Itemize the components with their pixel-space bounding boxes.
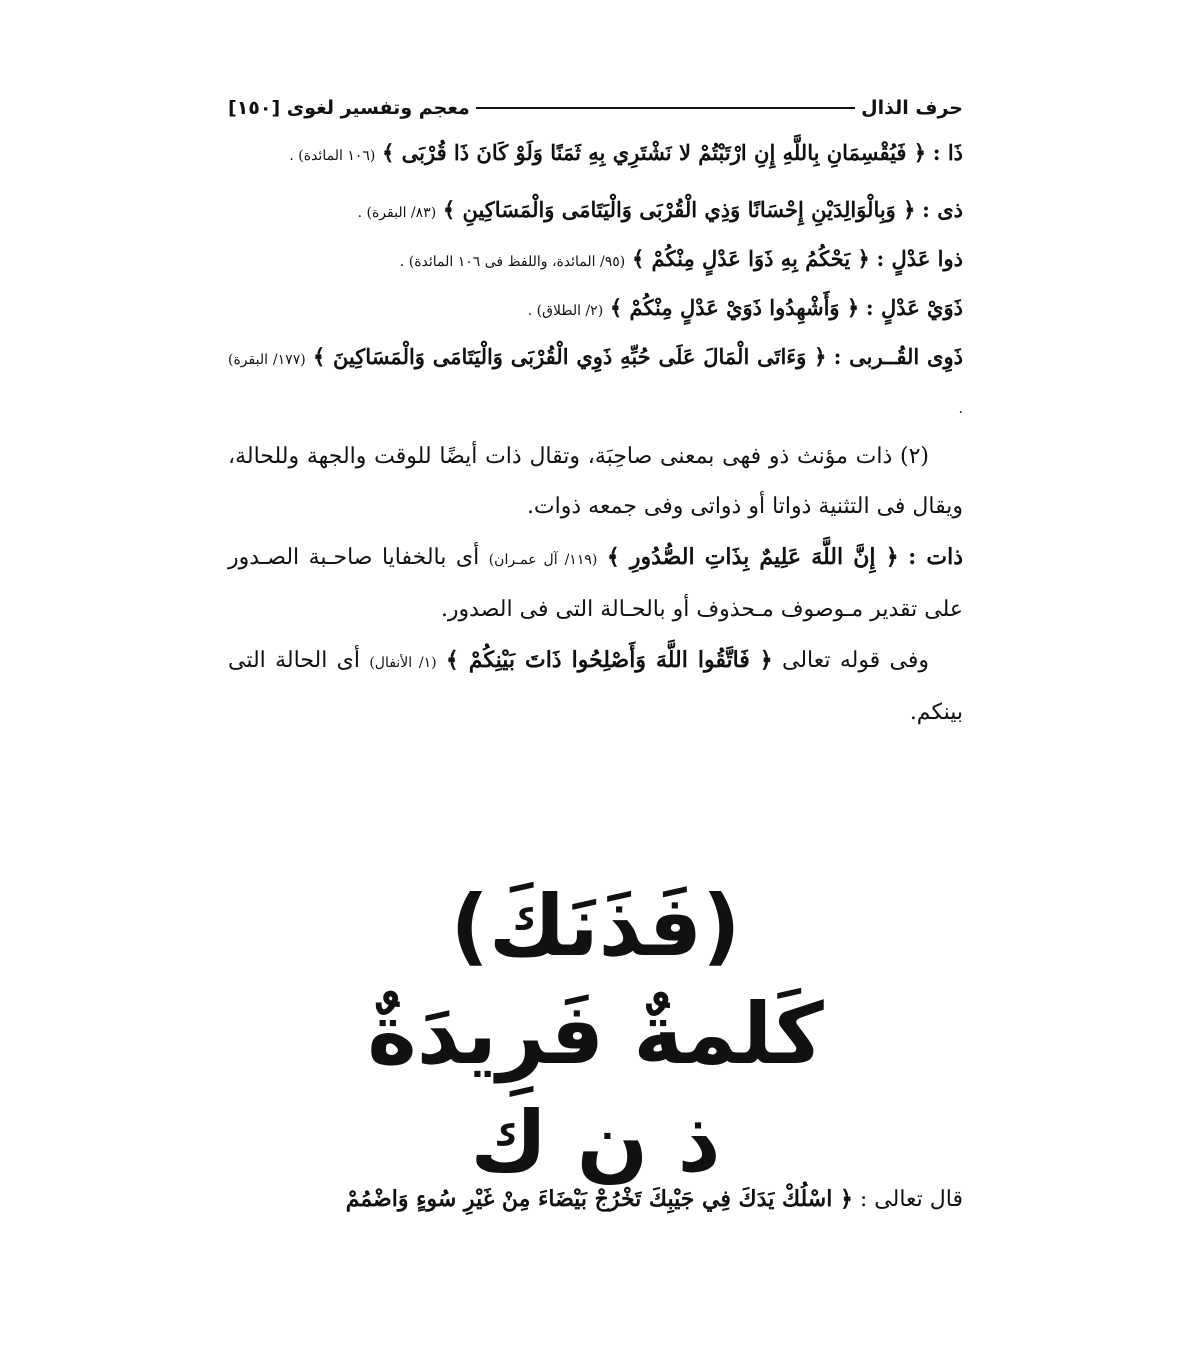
book-title: معجم وتفسير لغوى <box>286 97 470 119</box>
quran-verse: ﴿ يَحْكُمُ بِهِ ذَوَا عَدْلٍ مِنْكُمْ ﴾ <box>631 246 870 271</box>
quran-verse: ﴿ إِنَّ اللَّهَ عَلِيمٌ بِذَاتِ الصُّدُورِ ﴾ <box>606 544 899 570</box>
entry <box>228 334 963 432</box>
page-body <box>228 90 963 738</box>
quran-verse: ﴿ فَاتَّقُوا اللَّهَ وَأَصْلِحُوا ذَاتَ بَيْنِكُمْ ﴾ <box>445 647 773 673</box>
paragraph-definition <box>228 432 963 532</box>
verse-reference: (١٧٧/ البقرة) . <box>228 352 963 417</box>
running-header-right <box>861 97 963 119</box>
entry-head: ذَوِى القُــربى : <box>833 344 963 369</box>
paragraph-anfal <box>228 635 963 738</box>
running-header <box>228 90 963 126</box>
paragraph-text: أى الحالة التى بينكم. <box>228 648 963 725</box>
entry-root-letters: ذ ن ك <box>470 1093 721 1191</box>
entry-word-title: (فَذَنَكَ) <box>450 877 741 975</box>
paragraph-lead: قال تعالى : <box>859 1187 963 1212</box>
quran-verse: ﴿ اسْلُكْ يَدَكَ فِي جَيْبِكَ تَخْرُجْ بَيْضَاءَ مِنْ غَيْرِ سُوءٍ وَاضْمُمْ <box>345 1186 853 1212</box>
verse-reference: (٨٣/ البقرة) . <box>357 205 437 221</box>
entry-subtitle: كَلمةٌ فَرِيدَةٌ <box>367 985 824 1083</box>
running-header-left <box>228 97 470 119</box>
entry-head: ذَوَيْ عَدْلٍ : <box>865 295 963 320</box>
paragraph-text: أى بالخفايا صاحـبة الصـدور على تقدير مـوصوف مـحذوف أو بالحـالة التى فى الصدور. <box>228 545 963 622</box>
entry-head: ذَا : <box>932 140 963 165</box>
quran-verse: ﴿ وَءَاتَى الْمَالَ عَلَى حُبِّهِ ذَوِي الْقُرْبَى وَالْيَتَامَى وَالْمَسَاكِينَ ﴾ <box>312 344 827 369</box>
page-number: [١٥٠] <box>228 97 281 119</box>
header-rule <box>476 107 855 109</box>
section-title-block <box>228 872 963 1196</box>
entry <box>228 130 963 179</box>
entry-head: ذى : <box>922 197 963 222</box>
quran-verse: ﴿ وَأَشْهِدُوا ذَوَيْ عَدْلٍ مِنْكُمْ ﴾ <box>609 295 860 320</box>
verse-reference: (١/ الأنفال) <box>369 655 437 671</box>
section-title: حرف الذال <box>861 97 963 119</box>
verse-reference: (١١٩/ آل عمـران) <box>488 552 598 568</box>
entry <box>228 236 963 285</box>
bottom-verse-line <box>228 1176 963 1223</box>
entry-head: ذات : <box>908 544 964 570</box>
quran-verse: ﴿ وَبِالْوَالِدَيْنِ إِحْسَانًا وَذِي الْقُرْبَى وَالْيَتَامَى وَالْمَسَاكِينِ ﴾ <box>442 197 916 222</box>
paragraph-lead: وفى قوله تعالى <box>782 648 930 673</box>
entry-head: ذوا عَدْلٍ : <box>876 246 963 271</box>
spacer <box>228 179 963 187</box>
entries-list <box>228 130 963 432</box>
entry <box>228 285 963 334</box>
entry <box>228 187 963 236</box>
verse-reference: (٩٥/ المائدة، واللفظ فى ١٠٦ المائدة) . <box>399 254 626 270</box>
paragraph-text: (٢) ذات مؤنث ذو فهى بمعنى صاحِبَة، وتقال ذات أيضًا للوقت والجهة وللحالة، ويقال فى التثنية ذواتا أو ذواتى وفى جمعه ذوات. <box>228 444 963 519</box>
verse-reference: (٢/ الطلاق) . <box>527 303 604 319</box>
quran-verse: ﴿ فَيُقْسِمَانِ بِاللَّهِ إِنِ ارْتَبْتُمْ لا نَشْتَرِي بِهِ ثَمَنًا وَلَوْ كَانَ ذَا قُرْبَى ﴾ <box>382 140 927 165</box>
verse-reference: (١٠٦ المائدة) . <box>289 148 376 164</box>
paragraph-dhat <box>228 532 963 635</box>
